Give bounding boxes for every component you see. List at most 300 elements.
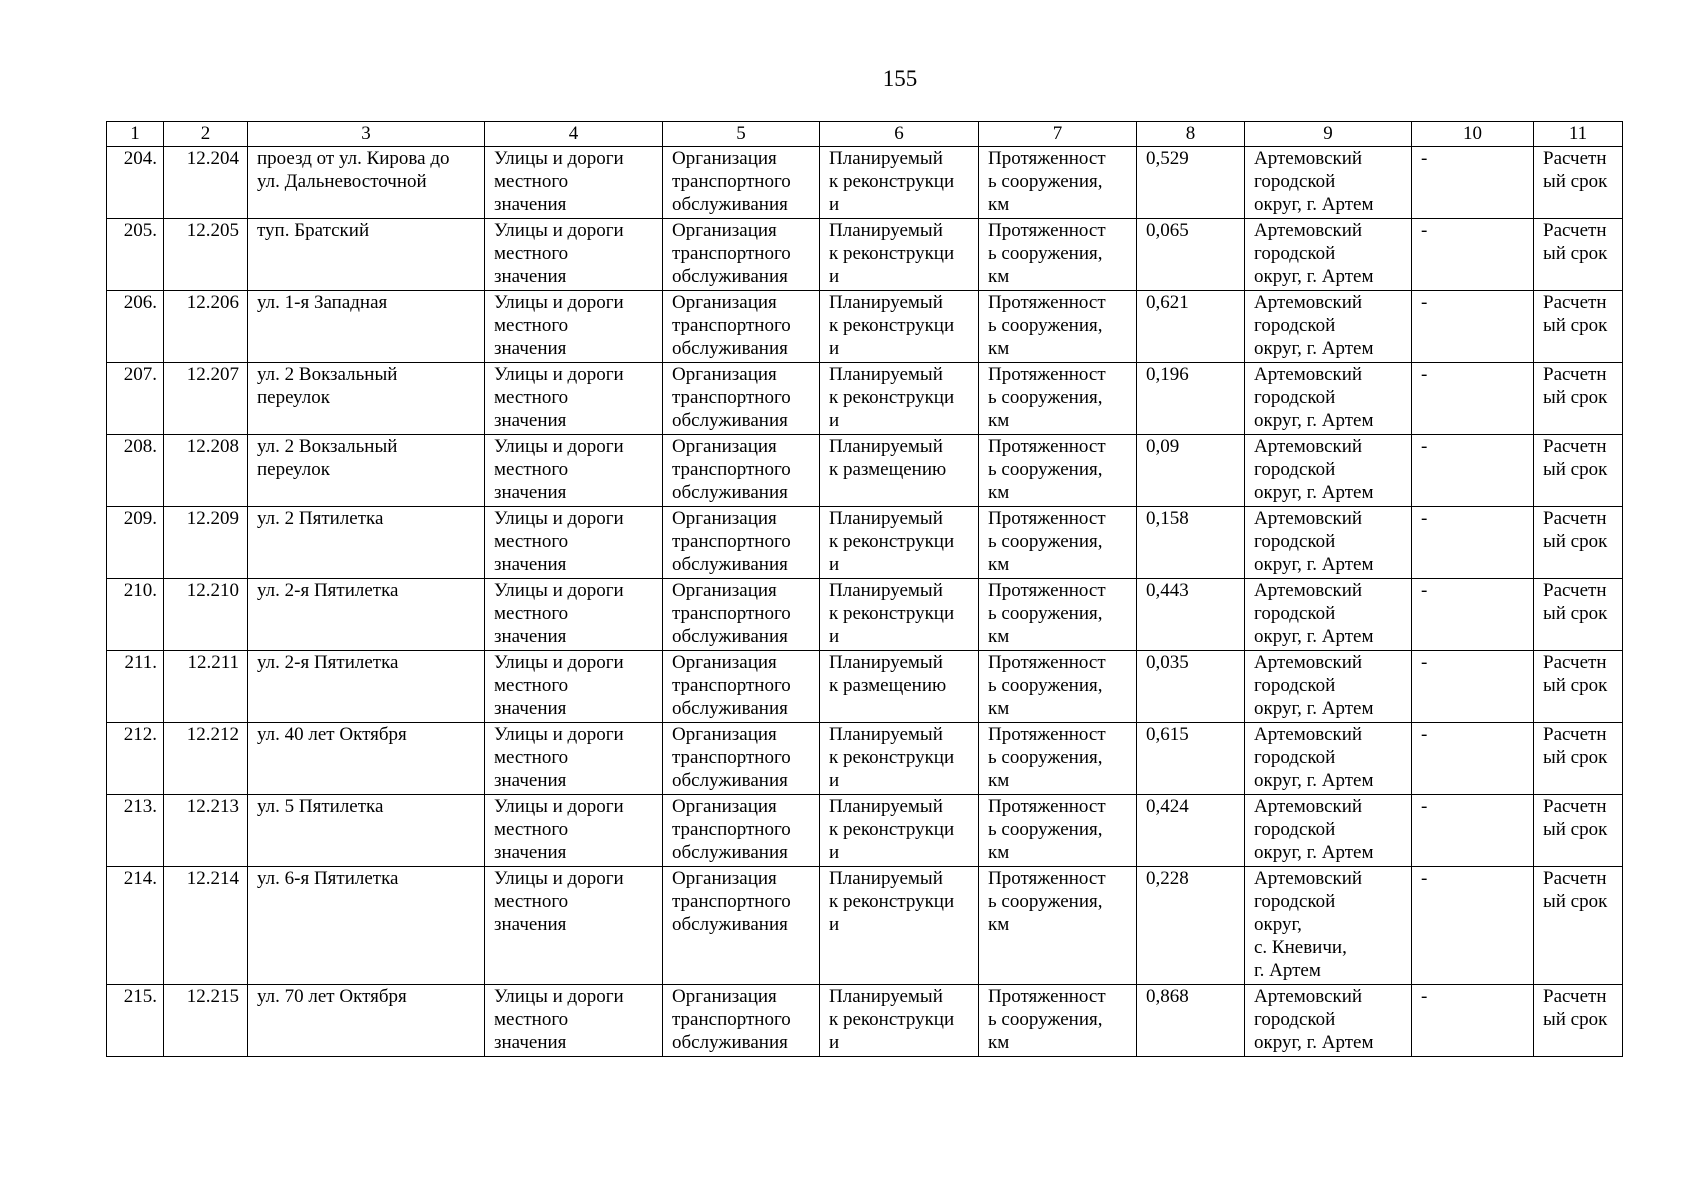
column-header-4: 4 — [485, 122, 663, 147]
object-purpose-line: обслуживания — [672, 266, 788, 287]
object-purpose — [663, 723, 820, 795]
implementation-term-line: ый срок — [1543, 819, 1608, 840]
object-purpose-line: обслуживания — [672, 194, 788, 215]
page-number: 155 — [882, 66, 918, 91]
implementation-term — [1534, 363, 1623, 435]
object-purpose-line: транспортного — [672, 387, 791, 408]
object-purpose-line: транспортного — [672, 171, 791, 192]
object-location-line: городской — [1254, 675, 1336, 696]
object-status — [820, 363, 979, 435]
row-number: 213. — [107, 795, 164, 867]
object-type-line: значения — [494, 1032, 567, 1053]
implementation-term — [1534, 147, 1623, 219]
column-10-value — [1412, 651, 1534, 723]
object-location-line: городской — [1254, 819, 1336, 840]
implementation-term-line: ый срок — [1543, 891, 1608, 912]
parameter-name-line: км — [988, 554, 1010, 575]
object-status-line: Планируемый — [829, 508, 943, 529]
parameter-name-line: ь сооружения, — [988, 747, 1103, 768]
object-name-line: ул. 5 Пятилетка — [257, 796, 384, 817]
object-name-line: ул. 2-я Пятилетка — [257, 580, 399, 601]
column-10-value — [1412, 723, 1534, 795]
implementation-term-line: Расчетн — [1543, 364, 1607, 385]
object-type-line: значения — [494, 482, 567, 503]
row-number: 215. — [107, 985, 164, 1057]
object-type-line: местного — [494, 459, 569, 480]
object-purpose-line: обслуживания — [672, 914, 788, 935]
object-status-line: и — [829, 1032, 840, 1053]
parameter-value — [1137, 985, 1245, 1057]
row-number: 211. — [107, 651, 164, 723]
object-name — [248, 795, 485, 867]
object-type-line: местного — [494, 747, 569, 768]
parameter-name-line: ь сооружения, — [988, 819, 1103, 840]
parameter-name-line: Протяженност — [988, 652, 1106, 673]
object-type — [485, 507, 663, 579]
object-code: 12.207 — [164, 363, 248, 435]
object-location-line: округ, г. Артем — [1254, 554, 1374, 575]
row-number: 204. — [107, 147, 164, 219]
object-name-line: ул. 2 Вокзальный — [257, 436, 398, 457]
object-location — [1245, 795, 1412, 867]
object-location-line: городской — [1254, 171, 1336, 192]
row-number: 206. — [107, 291, 164, 363]
object-name-line: ул. 2 Вокзальный — [257, 364, 398, 385]
object-purpose-line: Организация — [672, 148, 777, 169]
object-type-line: значения — [494, 914, 567, 935]
parameter-name-line: Протяженност — [988, 220, 1106, 241]
implementation-term-line: Расчетн — [1543, 796, 1607, 817]
object-purpose-line: Организация — [672, 796, 777, 817]
table-row — [107, 435, 1623, 507]
implementation-term-line: Расчетн — [1543, 508, 1607, 529]
column-10-value-line: - — [1421, 724, 1428, 745]
implementation-term — [1534, 291, 1623, 363]
object-purpose-line: транспортного — [672, 243, 791, 264]
table-row — [107, 507, 1623, 579]
object-code: 12.211 — [164, 651, 248, 723]
table-row — [107, 363, 1623, 435]
object-purpose-line: обслуживания — [672, 698, 788, 719]
parameter-name-line: Протяженност — [988, 724, 1106, 745]
implementation-term-line: ый срок — [1543, 747, 1608, 768]
parameter-name-line: Протяженност — [988, 436, 1106, 457]
object-name-line: ул. 1-я Западная — [257, 292, 388, 313]
implementation-term-line: ый срок — [1543, 243, 1608, 264]
object-code: 12.215 — [164, 985, 248, 1057]
object-location — [1245, 291, 1412, 363]
object-location-line: округ, г. Артем — [1254, 338, 1374, 359]
row-number: 214. — [107, 867, 164, 985]
column-10-value — [1412, 579, 1534, 651]
column-10-value-line: - — [1421, 986, 1428, 1007]
object-location-line: городской — [1254, 891, 1336, 912]
parameter-name-line: км — [988, 698, 1010, 719]
parameter-value — [1137, 651, 1245, 723]
table-row — [107, 219, 1623, 291]
object-purpose-line: обслуживания — [672, 1032, 788, 1053]
object-status-line: и — [829, 410, 840, 431]
object-status-line: к реконструкци — [829, 747, 955, 768]
column-header-8: 8 — [1137, 122, 1245, 147]
parameter-name — [979, 723, 1137, 795]
object-status-line: к реконструкци — [829, 387, 955, 408]
object-status-line: Планируемый — [829, 986, 943, 1007]
object-status — [820, 219, 979, 291]
object-location-line: округ, г. Артем — [1254, 194, 1374, 215]
object-status-line: и — [829, 338, 840, 359]
parameter-name-line: км — [988, 770, 1010, 791]
parameter-value-line: 0,621 — [1146, 292, 1189, 313]
object-status — [820, 867, 979, 985]
object-type-line: местного — [494, 387, 569, 408]
object-name — [248, 435, 485, 507]
parameter-value — [1137, 435, 1245, 507]
parameter-name-line: ь сооружения, — [988, 171, 1103, 192]
object-type-line: Улицы и дороги — [494, 868, 624, 889]
object-name — [248, 579, 485, 651]
parameter-name — [979, 219, 1137, 291]
parameter-value-line: 0,529 — [1146, 148, 1189, 169]
parameter-name — [979, 507, 1137, 579]
object-type-line: Улицы и дороги — [494, 986, 624, 1007]
object-location-line: Артемовский — [1254, 724, 1363, 745]
column-header-9: 9 — [1245, 122, 1412, 147]
object-purpose — [663, 147, 820, 219]
object-location — [1245, 985, 1412, 1057]
object-location-line: городской — [1254, 315, 1336, 336]
object-status-line: и — [829, 266, 840, 287]
parameter-name-line: км — [988, 482, 1010, 503]
object-type — [485, 291, 663, 363]
implementation-term-line: Расчетн — [1543, 148, 1607, 169]
object-location — [1245, 579, 1412, 651]
object-status-line: Планируемый — [829, 436, 943, 457]
object-name-line: ул. 2-я Пятилетка — [257, 652, 399, 673]
object-status-line: Планируемый — [829, 724, 943, 745]
object-status-line: Планируемый — [829, 292, 943, 313]
object-location — [1245, 147, 1412, 219]
implementation-term — [1534, 579, 1623, 651]
parameter-name-line: ь сооружения, — [988, 531, 1103, 552]
implementation-term — [1534, 867, 1623, 985]
object-name — [248, 723, 485, 795]
object-purpose-line: транспортного — [672, 675, 791, 696]
object-purpose-line: Организация — [672, 364, 777, 385]
object-status-line: к размещению — [829, 459, 947, 480]
column-10-value-line: - — [1421, 508, 1428, 529]
implementation-term-line: Расчетн — [1543, 292, 1607, 313]
object-purpose — [663, 651, 820, 723]
column-10-value — [1412, 291, 1534, 363]
column-10-value-line: - — [1421, 580, 1428, 601]
object-type — [485, 147, 663, 219]
table-row — [107, 651, 1623, 723]
parameter-name-line: км — [988, 194, 1010, 215]
implementation-term-line: Расчетн — [1543, 986, 1607, 1007]
implementation-term — [1534, 435, 1623, 507]
object-name — [248, 363, 485, 435]
parameter-name — [979, 435, 1137, 507]
object-purpose-line: Организация — [672, 986, 777, 1007]
parameter-name-line: Протяженност — [988, 148, 1106, 169]
parameter-name-line: км — [988, 626, 1010, 647]
column-10-value-line: - — [1421, 868, 1428, 889]
implementation-term — [1534, 795, 1623, 867]
column-10-value-line: - — [1421, 364, 1428, 385]
object-location-line: городской — [1254, 531, 1336, 552]
object-status — [820, 507, 979, 579]
parameter-value — [1137, 723, 1245, 795]
object-location-line: Артемовский — [1254, 796, 1363, 817]
object-code: 12.209 — [164, 507, 248, 579]
object-status-line: Планируемый — [829, 364, 943, 385]
object-type-line: значения — [494, 338, 567, 359]
column-10-value — [1412, 867, 1534, 985]
parameter-name-line: ь сооружения, — [988, 315, 1103, 336]
object-status-line: Планируемый — [829, 796, 943, 817]
object-location — [1245, 507, 1412, 579]
object-location-line: Артемовский — [1254, 986, 1363, 1007]
parameter-name-line: Протяженност — [988, 868, 1106, 889]
object-type-line: значения — [494, 266, 567, 287]
column-10-value — [1412, 985, 1534, 1057]
object-location-line: Артемовский — [1254, 868, 1363, 889]
parameter-name-line: Протяженност — [988, 796, 1106, 817]
object-status-line: Планируемый — [829, 148, 943, 169]
object-location-line: с. Кневичи, — [1254, 937, 1347, 958]
object-purpose-line: транспортного — [672, 819, 791, 840]
column-header-11: 11 — [1534, 122, 1623, 147]
object-location — [1245, 651, 1412, 723]
object-purpose-line: Организация — [672, 580, 777, 601]
parameter-name — [979, 651, 1137, 723]
column-10-value — [1412, 795, 1534, 867]
implementation-term-line: Расчетн — [1543, 652, 1607, 673]
object-status-line: и — [829, 842, 840, 863]
object-purpose — [663, 291, 820, 363]
parameter-value-line: 0,615 — [1146, 724, 1189, 745]
parameter-value-line: 0,868 — [1146, 986, 1189, 1007]
parameter-name-line: км — [988, 842, 1010, 863]
table-header-row — [107, 122, 1623, 147]
object-purpose-line: транспортного — [672, 747, 791, 768]
object-status — [820, 985, 979, 1057]
object-status-line: и — [829, 770, 840, 791]
table-row — [107, 867, 1623, 985]
column-10-value-line: - — [1421, 796, 1428, 817]
object-purpose-line: Организация — [672, 724, 777, 745]
object-name-line: туп. Братский — [257, 220, 370, 241]
object-type — [485, 867, 663, 985]
object-purpose-line: обслуживания — [672, 842, 788, 863]
parameter-name — [979, 147, 1137, 219]
object-purpose — [663, 867, 820, 985]
parameter-name-line: ь сооружения, — [988, 1009, 1103, 1030]
object-status — [820, 291, 979, 363]
object-location — [1245, 723, 1412, 795]
implementation-term-line: Расчетн — [1543, 724, 1607, 745]
object-status-line: к размещению — [829, 675, 947, 696]
object-type-line: значения — [494, 554, 567, 575]
object-status-line: к реконструкци — [829, 891, 955, 912]
object-purpose-line: транспортного — [672, 459, 791, 480]
object-location-line: Артемовский — [1254, 580, 1363, 601]
parameter-name — [979, 579, 1137, 651]
object-location-line: Артемовский — [1254, 508, 1363, 529]
object-name-line: проезд от ул. Кирова до — [257, 148, 450, 169]
table-row — [107, 985, 1623, 1057]
object-type-line: Улицы и дороги — [494, 508, 624, 529]
object-type — [485, 435, 663, 507]
table-row — [107, 723, 1623, 795]
object-status-line: Планируемый — [829, 868, 943, 889]
object-name-line: переулок — [257, 459, 330, 480]
implementation-term-line: ый срок — [1543, 1009, 1608, 1030]
parameter-name — [979, 985, 1137, 1057]
column-10-value-line: - — [1421, 292, 1428, 313]
column-10-value-line: - — [1421, 148, 1428, 169]
object-status-line: и — [829, 194, 840, 215]
object-location-line: городской — [1254, 747, 1336, 768]
parameter-name-line: км — [988, 266, 1010, 287]
object-purpose-line: транспортного — [672, 1009, 791, 1030]
parameter-name-line: км — [988, 1032, 1010, 1053]
object-code: 12.204 — [164, 147, 248, 219]
parameter-name-line: км — [988, 410, 1010, 431]
implementation-term-line: ый срок — [1543, 315, 1608, 336]
implementation-term-line: Расчетн — [1543, 580, 1607, 601]
object-status-line: к реконструкци — [829, 171, 955, 192]
object-name-line: переулок — [257, 387, 330, 408]
object-location-line: городской — [1254, 459, 1336, 480]
object-type — [485, 795, 663, 867]
row-number: 208. — [107, 435, 164, 507]
implementation-term-line: ый срок — [1543, 531, 1608, 552]
parameter-value — [1137, 147, 1245, 219]
object-location-line: округ, г. Артем — [1254, 482, 1374, 503]
object-name — [248, 291, 485, 363]
column-10-value-line: - — [1421, 220, 1428, 241]
object-name — [248, 219, 485, 291]
object-location-line: городской — [1254, 1009, 1336, 1030]
object-location-line: Артемовский — [1254, 436, 1363, 457]
parameter-value — [1137, 363, 1245, 435]
object-purpose — [663, 795, 820, 867]
object-location-line: Артемовский — [1254, 652, 1363, 673]
implementation-term-line: ый срок — [1543, 603, 1608, 624]
table-row — [107, 579, 1623, 651]
parameter-value — [1137, 219, 1245, 291]
column-header-1: 1 — [107, 122, 164, 147]
parameter-name-line: ь сооружения, — [988, 603, 1103, 624]
object-type-line: местного — [494, 675, 569, 696]
parameter-name-line: км — [988, 338, 1010, 359]
parameter-name-line: км — [988, 914, 1010, 935]
object-type — [485, 579, 663, 651]
object-code: 12.206 — [164, 291, 248, 363]
column-10-value-line: - — [1421, 436, 1428, 457]
column-header-2: 2 — [164, 122, 248, 147]
object-status-line: и — [829, 626, 840, 647]
object-name — [248, 147, 485, 219]
object-name-line: ул. 40 лет Октября — [257, 724, 407, 745]
parameter-value — [1137, 579, 1245, 651]
parameter-value — [1137, 795, 1245, 867]
table-body — [107, 147, 1623, 1057]
column-10-value — [1412, 219, 1534, 291]
object-type-line: значения — [494, 770, 567, 791]
parameter-value-line: 0,035 — [1146, 652, 1189, 673]
object-name-line: ул. 70 лет Октября — [257, 986, 407, 1007]
implementation-term-line: Расчетн — [1543, 868, 1607, 889]
object-type — [485, 985, 663, 1057]
object-purpose-line: Организация — [672, 868, 777, 889]
object-location-line: округ, г. Артем — [1254, 770, 1374, 791]
object-location-line: городской — [1254, 387, 1336, 408]
object-location-line: округ, г. Артем — [1254, 842, 1374, 863]
object-purpose — [663, 435, 820, 507]
object-purpose-line: Организация — [672, 436, 777, 457]
implementation-term — [1534, 985, 1623, 1057]
object-purpose-line: транспортного — [672, 891, 791, 912]
object-status-line: и — [829, 554, 840, 575]
parameter-value — [1137, 507, 1245, 579]
object-status — [820, 723, 979, 795]
object-location-line: Артемовский — [1254, 220, 1363, 241]
table-row — [107, 147, 1623, 219]
object-location-line: г. Артем — [1254, 960, 1321, 981]
object-location-line: Артемовский — [1254, 292, 1363, 313]
object-code: 12.212 — [164, 723, 248, 795]
column-10-value-line: - — [1421, 652, 1428, 673]
column-10-value — [1412, 435, 1534, 507]
column-header-5: 5 — [663, 122, 820, 147]
object-type-line: местного — [494, 1009, 569, 1030]
row-number: 207. — [107, 363, 164, 435]
object-purpose — [663, 985, 820, 1057]
object-type-line: Улицы и дороги — [494, 436, 624, 457]
parameter-name — [979, 867, 1137, 985]
object-purpose-line: обслуживания — [672, 770, 788, 791]
implementation-term — [1534, 507, 1623, 579]
implementation-term-line: Расчетн — [1543, 436, 1607, 457]
column-header-7: 7 — [979, 122, 1137, 147]
object-name-line: ул. Дальневосточной — [257, 171, 427, 192]
object-purpose-line: Организация — [672, 652, 777, 673]
parameter-name-line: ь сооружения, — [988, 459, 1103, 480]
object-status-line: к реконструкци — [829, 603, 955, 624]
object-type-line: Улицы и дороги — [494, 796, 624, 817]
implementation-term-line: Расчетн — [1543, 220, 1607, 241]
implementation-term-line: ый срок — [1543, 459, 1608, 480]
object-purpose — [663, 363, 820, 435]
object-purpose-line: транспортного — [672, 531, 791, 552]
object-name — [248, 867, 485, 985]
row-number: 210. — [107, 579, 164, 651]
object-type-line: местного — [494, 171, 569, 192]
object-status-line: к реконструкци — [829, 315, 955, 336]
object-location — [1245, 435, 1412, 507]
object-status-line: Планируемый — [829, 580, 943, 601]
object-code: 12.210 — [164, 579, 248, 651]
object-type-line: значения — [494, 842, 567, 863]
parameter-value-line: 0,443 — [1146, 580, 1189, 601]
object-location-line: округ, — [1254, 914, 1302, 935]
object-type-line: значения — [494, 194, 567, 215]
object-type-line: значения — [494, 626, 567, 647]
implementation-term-line: ый срок — [1543, 387, 1608, 408]
